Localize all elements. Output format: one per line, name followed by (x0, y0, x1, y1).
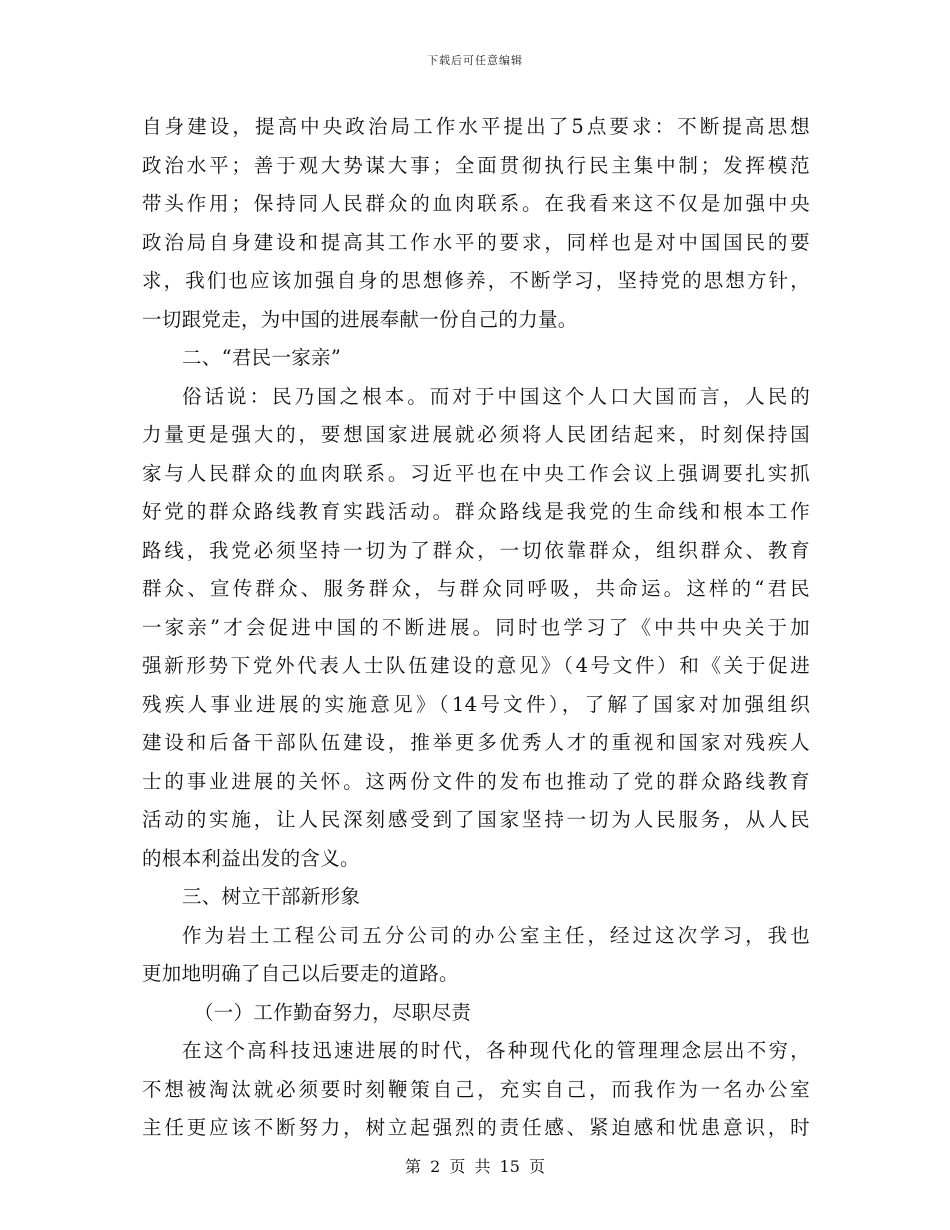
paragraph-line: 政治水平；善于观大势谋大事；全面贯彻执行民主集中制；发挥模范 (142, 153, 810, 177)
paragraph-line: 建设和后备干部队伍建设，推举更多优秀人才的重视和国家对残疾人 (142, 731, 810, 754)
section-heading: 二、“君民一家亲” (182, 346, 342, 369)
paragraph-line: 一切跟党走，为中国的进展奉献一份自己的力量。 (142, 307, 578, 331)
paragraph-line: 政治局自身建设和提高其工作水平的要求，同样也是对中国国民的要 (142, 230, 810, 254)
document-body (142, 108, 810, 1148)
paragraph-line: 士的事业进展的关怀。这两份文件的发布也推动了党的群众路线教育 (142, 769, 810, 793)
page-number: 第 2 页 共 15 页 (405, 1157, 545, 1176)
subsection-heading: （一）工作勤奋努力，尽职尽责 (194, 1000, 472, 1024)
paragraph-line: 求，我们也应该加强自身的思想修养，不断学习，坚持党的思想方针， (142, 269, 810, 292)
paragraph-line: 自身建设，提高中央政治局工作水平提出了5点要求：不断提高思想 (142, 115, 810, 138)
paragraph-line: 在这个高科技迅速进展的时代，各种现代化的管理理念层出不穷， (182, 1039, 810, 1062)
paragraph-line: 残疾人事业进展的实施意见》（14号文件），了解了国家对加强组织 (142, 692, 810, 716)
page-header: 下载后可任意编辑 (427, 54, 523, 67)
paragraph-line: 家与人民群众的血肉联系。习近平也在中央工作会议上强调要扎实抓 (142, 461, 810, 485)
paragraph-line: 一家亲”才会促进中国的不断进展。同时也学习了《中共中央关于加 (142, 615, 810, 639)
paragraph-line: 力量更是强大的，要想国家进展就必须将人民团结起来，时刻保持国 (142, 423, 810, 446)
paragraph-line: 的根本利益出发的含义。 (142, 846, 360, 870)
paragraph-line: 强新形势下党外代表人士队伍建设的意见》（4号文件）和《关于促进 (142, 654, 810, 677)
paragraph-line: 主任更应该不断努力，树立起强烈的责任感、紧迫感和忧患意识，时 (142, 1116, 810, 1139)
paragraph-line: 带头作用；保持同人民群众的血肉联系。在我看来这不仅是加强中央 (142, 192, 810, 215)
paragraph-line: 活动的实施，让人民深刻感受到了国家坚持一切为人民服务，从人民 (142, 808, 810, 831)
paragraph-line: 更加地明确了自己以后要走的道路。 (142, 962, 459, 985)
paragraph-line: 群众、宣传群众、服务群众，与群众同呼吸，共命运。这样的“君民 (142, 577, 810, 600)
paragraph-line: 作为岩土工程公司五分公司的办公室主任，经过这次学习，我也 (182, 923, 810, 947)
paragraph-line: 好党的群众路线教育实践活动。群众路线是我党的生命线和根本工作 (142, 500, 810, 523)
paragraph-line: 俗话说：民乃国之根本。而对于中国这个人口大国而言，人民的 (182, 384, 810, 408)
paragraph-line: 路线，我党必须坚持一切为了群众，一切依靠群众，组织群众、教育 (142, 538, 810, 562)
section-heading: 三、树立干部新形象 (182, 885, 361, 908)
paragraph-line: 不想被淘汰就必须要时刻鞭策自己，充实自己，而我作为一名办公室 (142, 1077, 810, 1101)
